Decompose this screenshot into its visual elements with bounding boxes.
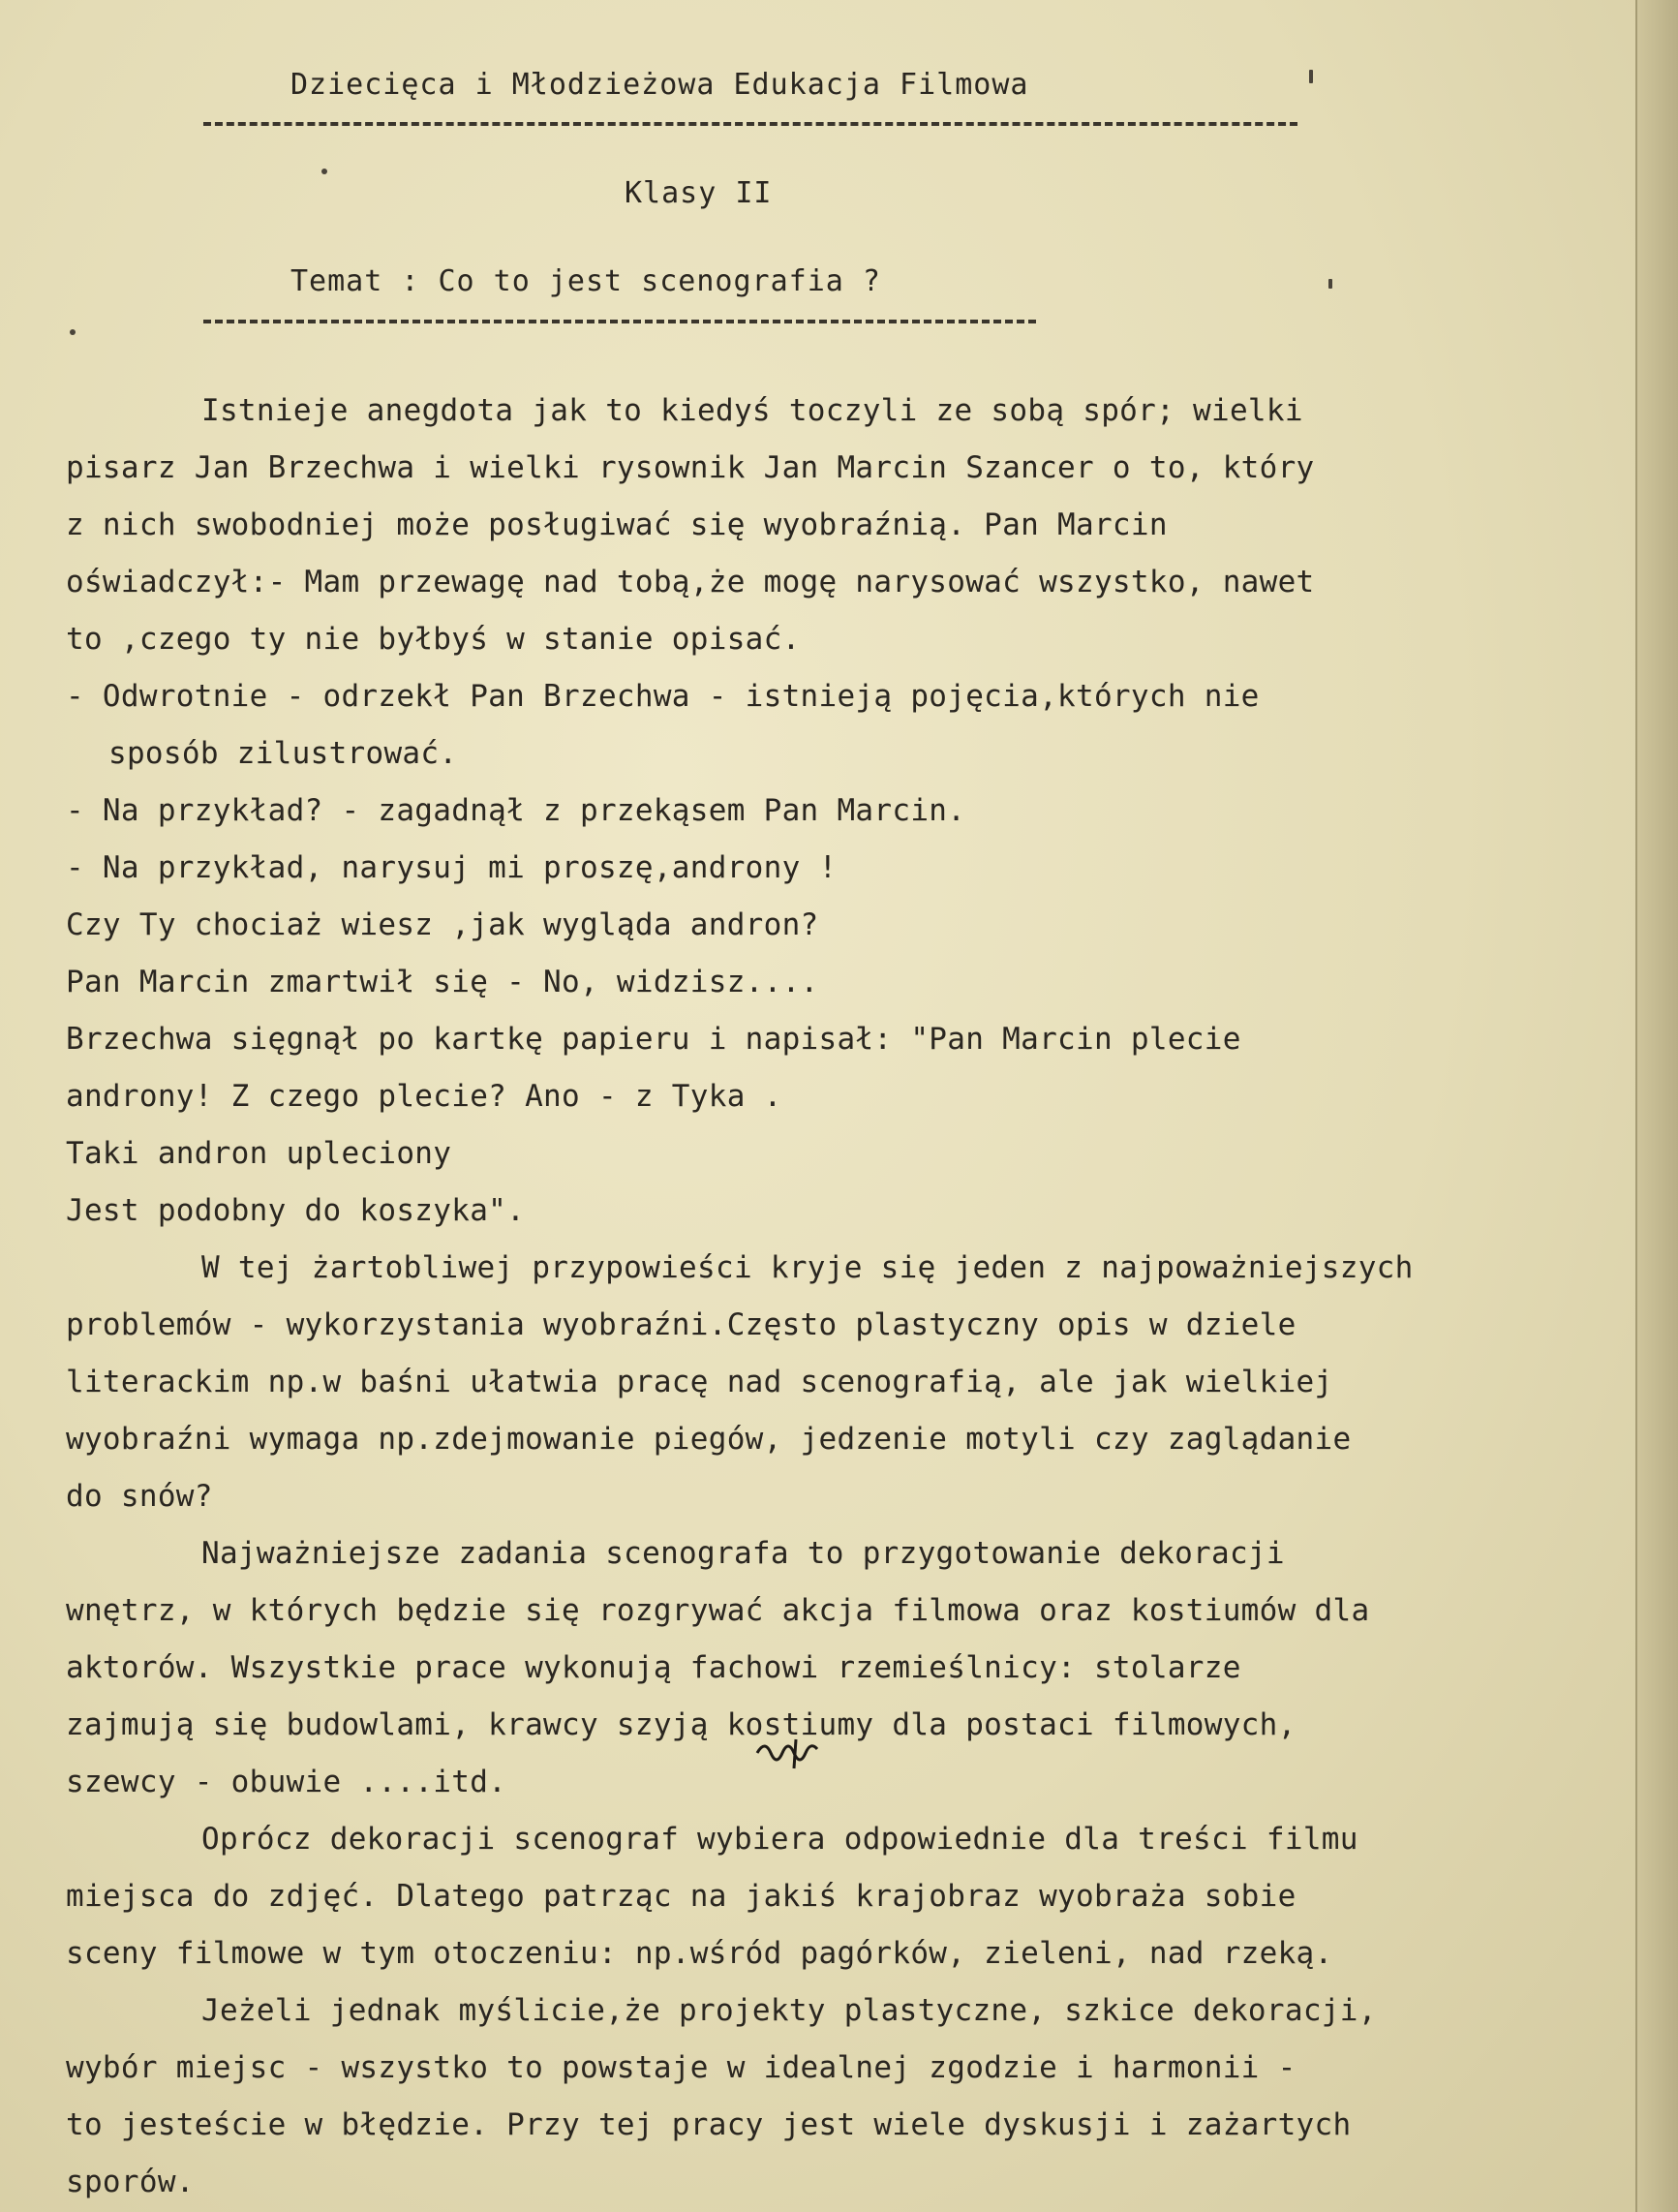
page-title: Dziecięca i Młodzieżowa Edukacja Filmowa xyxy=(290,68,1029,102)
page-edge xyxy=(1635,0,1678,2212)
handwritten-correction xyxy=(753,1734,821,1770)
text-line: to ,czego ty nie byłbyś w stanie opisać. xyxy=(66,622,801,657)
text-line: aktorów. Wszystkie prace wykonują fachowi rzemieślnicy: stolarze xyxy=(66,1650,1241,1685)
text-line: wnętrz, w których będzie się rozgrywać akcja filmowa oraz kostiumów dla xyxy=(66,1593,1370,1628)
text-line: do snów? xyxy=(66,1479,213,1514)
text-line: androny! Z czego plecie? Ano - z Tyka . xyxy=(66,1079,782,1114)
text-line: pisarz Jan Brzechwa i wielki rysownik Jan Marcin Szancer o to, który xyxy=(66,450,1315,485)
body-text xyxy=(66,383,1615,2211)
ink-speck xyxy=(1309,70,1313,83)
text-line: Jeżeli jednak myślicie,że projekty plastyczne, szkice dekoracji, xyxy=(201,1993,1377,2028)
text-line: z nich swobodniej może posługiwać się wyobraźnią. Pan Marcin xyxy=(66,507,1168,542)
text-line: oświadczył:- Mam przewagę nad tobą,że mogę narysować wszystko, nawet xyxy=(66,565,1315,599)
topic-heading: Temat : Co to jest scenografia ? xyxy=(290,264,881,298)
text-line: zajmują się budowlami, krawcy szyją kostiumy dla postaci filmowych, xyxy=(66,1707,1297,1742)
text-line: - Odwrotnie - odrzekł Pan Brzechwa - istnieją pojęcia,których nie xyxy=(66,679,1260,714)
text-line: - Na przykład, narysuj mi proszę,androny ! xyxy=(66,850,838,885)
topic-underline xyxy=(203,320,1036,323)
text-line: Istnieje anegdota jak to kiedyś toczyli ze sobą spór; wielki xyxy=(201,393,1303,428)
text-line: Taki andron upleciony xyxy=(66,1136,452,1171)
text-line: szewcy - obuwie ....itd. xyxy=(66,1765,507,1799)
text-line: wybór miejsc - wszystko to powstaje w idealnej zgodzie i harmonii - xyxy=(66,2050,1297,2085)
text-line: Czy Ty chociaż wiesz ,jak wygląda andron? xyxy=(66,907,819,942)
ink-speck xyxy=(1328,279,1332,289)
text-line: Oprócz dekoracji scenograf wybiera odpowiednie dla treści filmu xyxy=(201,1822,1358,1857)
text-line: miejsca do zdjęć. Dlatego patrząc na jakiś krajobraz wyobraża sobie xyxy=(66,1879,1297,1914)
text-line: sposób zilustrować. xyxy=(108,736,458,771)
text-line: Brzechwa sięgnął po kartkę papieru i napisał: "Pan Marcin plecie xyxy=(66,1022,1241,1057)
text-line: literackim np.w baśni ułatwia pracę nad scenografią, ale jak wielkiej xyxy=(66,1365,1333,1399)
title-underline xyxy=(203,122,1297,126)
class-label: Klasy II xyxy=(625,176,773,210)
text-line: Jest podobny do koszyka". xyxy=(66,1193,526,1228)
text-line: sporów. xyxy=(66,2165,195,2199)
ink-speck xyxy=(70,329,76,335)
text-line: Pan Marcin zmartwił się - No, widzisz.... xyxy=(66,965,819,999)
text-line: to jesteście w błędzie. Przy tej pracy jest wiele dyskusji i zażartych xyxy=(66,2107,1352,2142)
text-line: sceny filmowe w tym otoczeniu: np.wśród pagórków, zieleni, nad rzeką. xyxy=(66,1936,1333,1971)
ink-speck xyxy=(321,169,327,174)
text-line: Najważniejsze zadania scenografa to przygotowanie dekoracji xyxy=(201,1536,1285,1571)
text-line: problemów - wykorzystania wyobraźni.Często plastyczny opis w dziele xyxy=(66,1307,1297,1342)
text-line: - Na przykład? - zagadnął z przekąsem Pan Marcin. xyxy=(66,793,966,828)
text-line: W tej żartobliwej przypowieści kryje się jeden z najpoważniejszych xyxy=(201,1250,1414,1285)
text-line: wyobraźni wymaga np.zdejmowanie piegów, jedzenie motyli czy zaglądanie xyxy=(66,1422,1352,1457)
